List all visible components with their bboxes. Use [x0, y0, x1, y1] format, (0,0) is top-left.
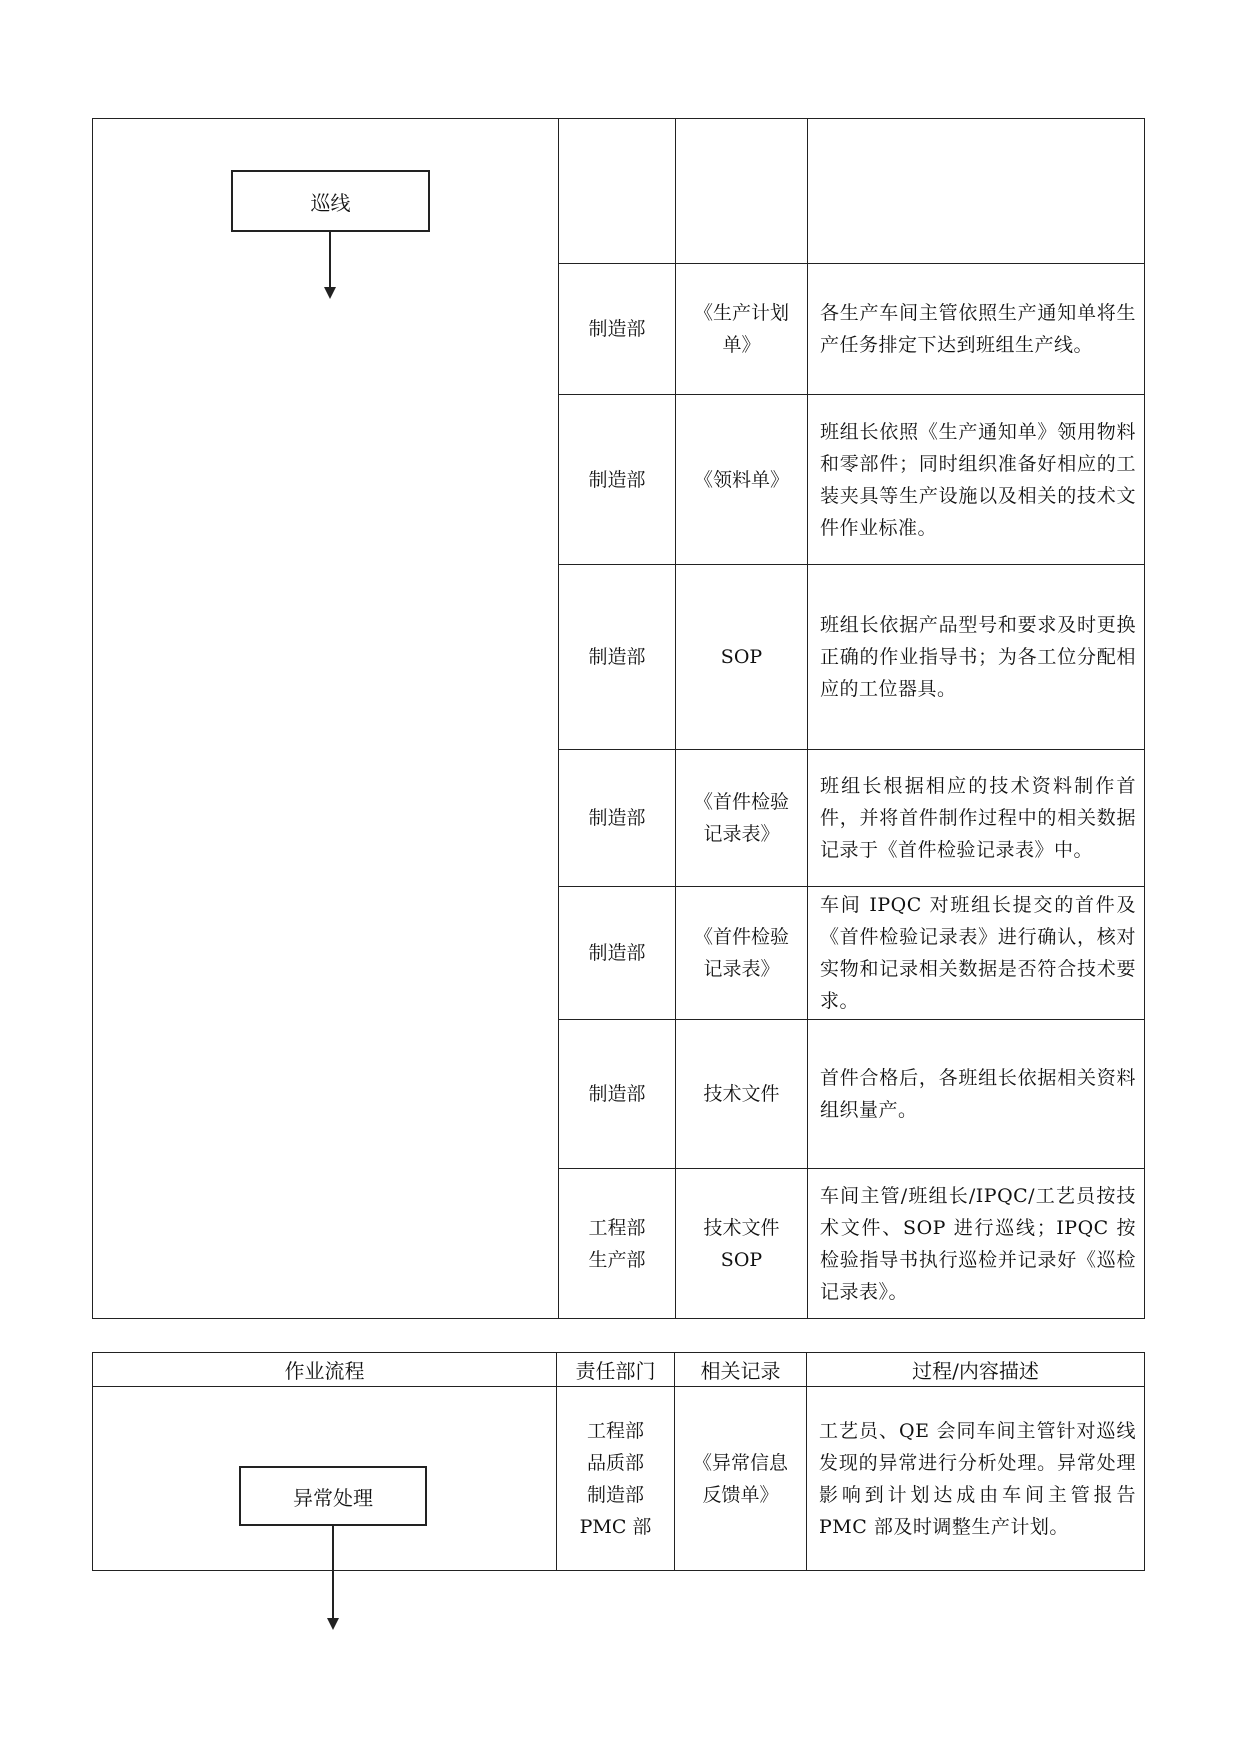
- flow-arrow-head: [327, 1618, 339, 1630]
- flow-step-exception: [239, 1466, 427, 1526]
- description-cell: 工艺员、QE 会同车间主管针对巡线发现的异常进行分析处理。异常处理影响到计划达成由车间主管报告 PMC 部及时调整生产计划。: [819, 1419, 1136, 1538]
- record-cell: 《首件检验 记录表》: [693, 791, 789, 845]
- flow-step-label: 异常处理: [293, 1485, 373, 1510]
- dept-cell: 制造部: [588, 807, 646, 829]
- flow-arrow-line: [329, 232, 331, 288]
- record-cell: 《生产计划 单》: [693, 302, 789, 356]
- flow-arrow-head: [324, 287, 336, 299]
- record-cell: SOP: [720, 646, 763, 668]
- flow-step-label: 巡线: [310, 190, 351, 215]
- record-cell: 《领料单》: [693, 468, 789, 491]
- dept-cell: 制造部: [588, 1083, 646, 1105]
- description-cell: 班组长依据产品型号和要求及时更换正确的作业指导书；为各工位分配相应的工位器具。: [820, 614, 1136, 700]
- dept-cell: 制造部: [588, 318, 646, 340]
- header-record: 相关记录: [700, 1359, 781, 1383]
- record-cell: [676, 119, 807, 263]
- dept-cell: 工程部 生产部: [588, 1216, 646, 1271]
- description-cell: 车间 IPQC 对班组长提交的首件及《首件检验记录表》进行确认，核对实物和记录相关数据是否符合技术要求。: [820, 894, 1136, 1012]
- flow-step-patrol: [231, 170, 430, 232]
- dept-cell: [559, 119, 675, 263]
- record-cell: 技术文件: [703, 1083, 780, 1105]
- description-cell: 班组长依照《生产通知单》领用物料和零部件；同时组织准备好相应的工装夹具等生产设施以及相关的技术文件作业标准。: [820, 420, 1136, 539]
- dept-cell: 制造部: [588, 646, 646, 668]
- record-cell: 《异常信息 反馈单》: [692, 1451, 788, 1506]
- dept-cell: 制造部: [588, 942, 646, 964]
- header-flow: 作业流程: [284, 1359, 365, 1383]
- flow-arrow-line: [332, 1526, 334, 1619]
- dept-cell: 制造部: [588, 468, 646, 491]
- description-cell: 班组长根据相应的技术资料制作首件，并将首件制作过程中的相关数据记录于《首件检验记录表》中。: [820, 775, 1136, 861]
- description-cell: 车间主管/班组长/IPQC/工艺员按技术文件、SOP 进行巡线；IPQC 按检验指导书执行巡检并记录好《巡检记录表》。: [820, 1184, 1136, 1303]
- record-cell: 技术文件 SOP: [703, 1216, 780, 1271]
- record-cell: 《首件检验 记录表》: [693, 926, 789, 980]
- description-cell: [808, 119, 1144, 263]
- dept-cell: 工程部 品质部 制造部 PMC 部: [579, 1419, 652, 1538]
- header-desc: 过程/内容描述: [912, 1359, 1039, 1383]
- header-dept: 责任部门: [575, 1359, 656, 1383]
- description-cell: 首件合格后，各班组长依据相关资料组织量产。: [820, 1067, 1136, 1121]
- description-cell: 各生产车间主管依照生产通知单将生产任务排定下达到班组生产线。: [820, 302, 1136, 356]
